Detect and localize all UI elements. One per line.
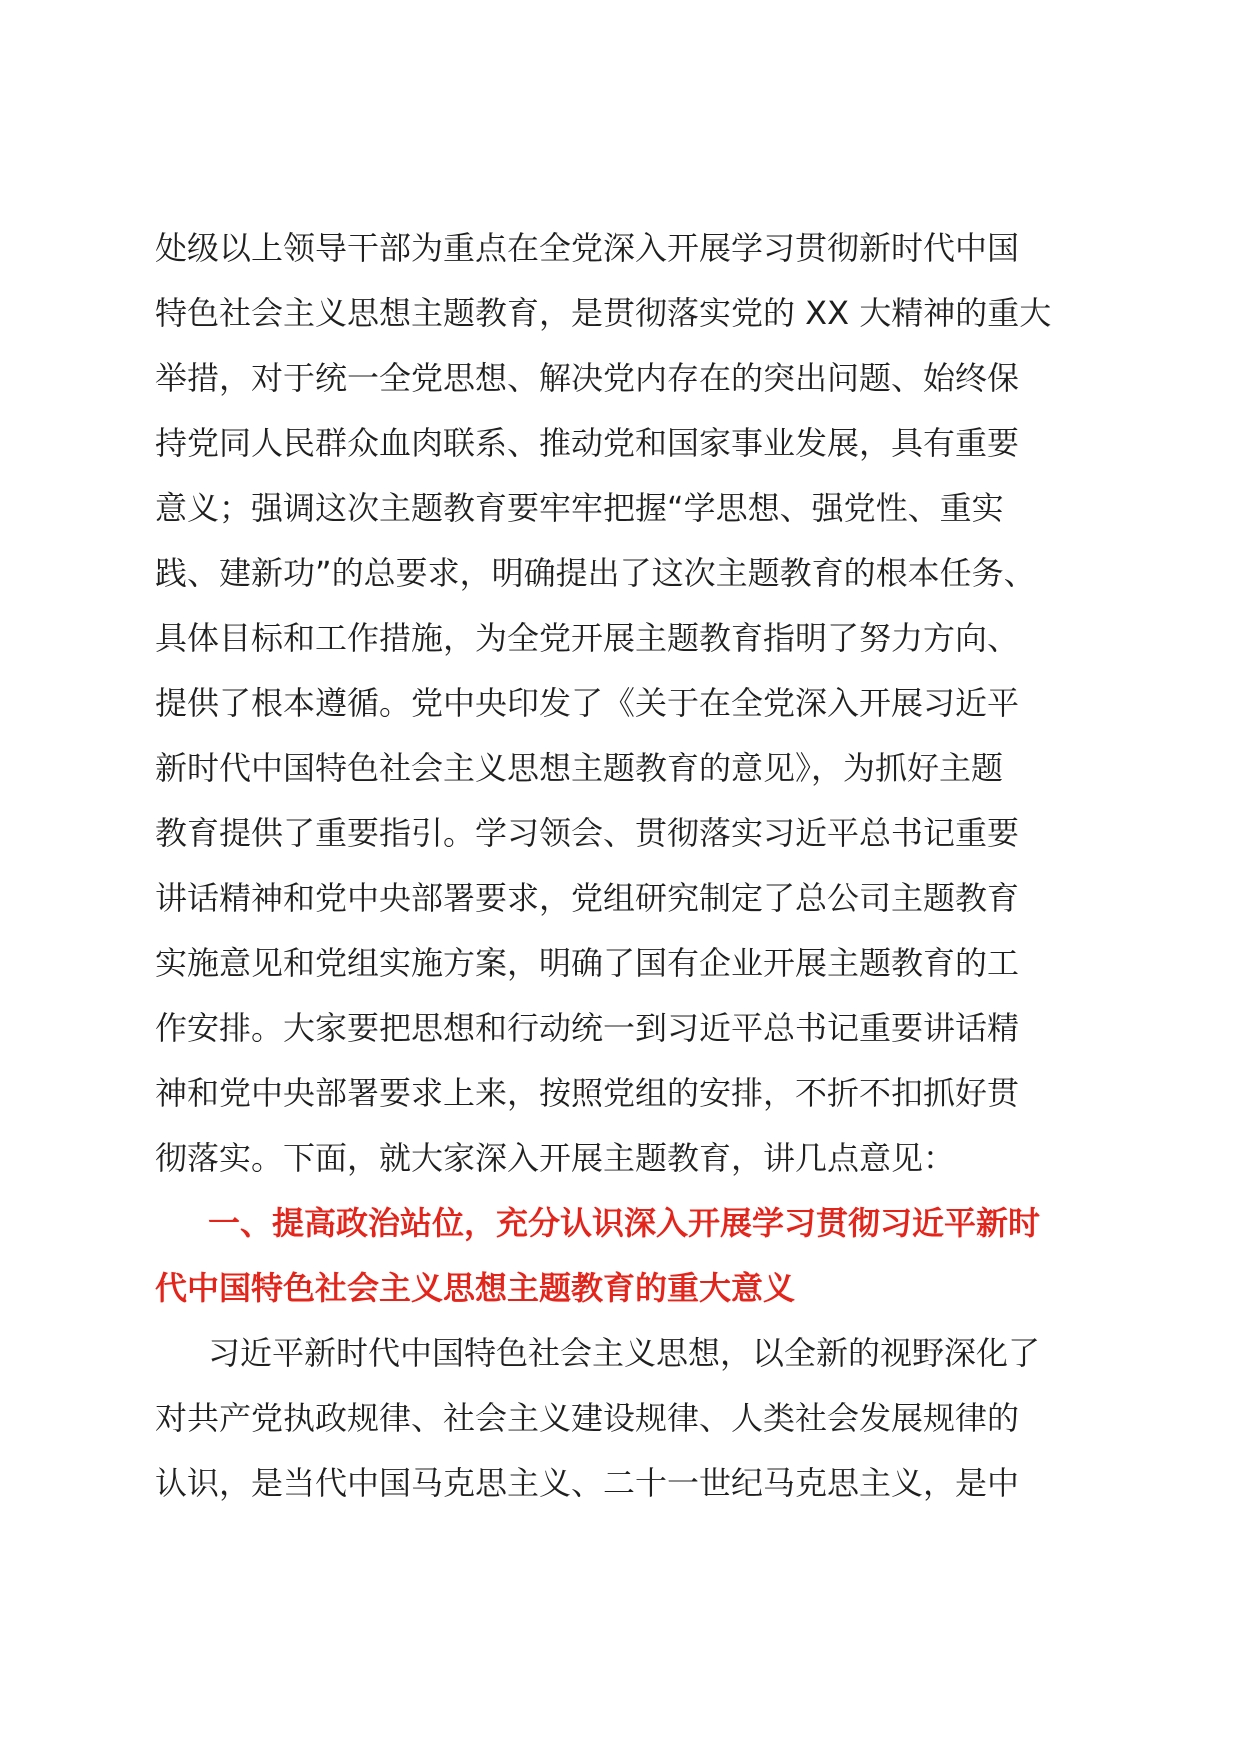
document-body bbox=[155, 216, 1090, 1516]
text-line: 认识，是当代中国马克思主义、二十一世纪马克思主义，是中 bbox=[155, 1464, 1020, 1502]
paragraph-1 bbox=[155, 216, 1090, 1191]
text-line: 持党同人民群众血肉联系、推动党和国家事业发展，具有重要 bbox=[155, 424, 1020, 462]
text-line: 神和党中央部署要求上来，按照党组的安排，不折不扣抓好贯 bbox=[155, 1074, 1020, 1112]
text-line: 处级以上领导干部为重点在全党深入开展学习贯彻新时代中国 bbox=[155, 229, 1020, 267]
text-line: 对共产党执政规律、社会主义建设规律、人类社会发展规律的 bbox=[155, 1399, 1020, 1437]
text-line: 作安排。大家要把思想和行动统一到习近平总书记重要讲话精 bbox=[155, 1009, 1020, 1047]
heading-line: 一、提高政治站位，充分认识深入开展学习贯彻习近平新时 bbox=[208, 1204, 1041, 1242]
text-line: 提供了根本遵循。党中央印发了《关于在全党深入开展习近平 bbox=[155, 684, 1020, 722]
text-line: 特色社会主义思想主题教育，是贯彻落实党的 XX 大精神的重大 bbox=[155, 294, 1052, 332]
text-line: 新时代中国特色社会主义思想主题教育的意见》，为抓好主题 bbox=[155, 749, 1004, 787]
text-line: 讲话精神和党中央部署要求，党组研究制定了总公司主题教育 bbox=[155, 879, 1020, 917]
heading-line: 代中国特色社会主义思想主题教育的重大意义 bbox=[155, 1269, 796, 1307]
text-line: 践、建新功”的总要求，明确提出了这次主题教育的根本任务、 bbox=[155, 554, 1036, 592]
text-line: 实施意见和党组实施方案，明确了国有企业开展主题教育的工 bbox=[155, 944, 1020, 982]
section-heading-1 bbox=[155, 1191, 1090, 1321]
text-line: 教育提供了重要指引。学习领会、贯彻落实习近平总书记重要 bbox=[155, 814, 1020, 852]
text-line: 习近平新时代中国特色社会主义思想，以全新的视野深化了 bbox=[208, 1334, 1041, 1372]
text-line: 彻落实。下面，就大家深入开展主题教育，讲几点意见： bbox=[155, 1139, 956, 1177]
text-line: 举措，对于统一全党思想、解决党内存在的突出问题、始终保 bbox=[155, 359, 1020, 397]
text-line: 具体目标和工作措施，为全党开展主题教育指明了努力方向、 bbox=[155, 619, 1020, 657]
paragraph-2 bbox=[155, 1321, 1090, 1516]
text-line: 意义；强调这次主题教育要牢牢把握“学思想、强党性、重实 bbox=[155, 489, 1004, 527]
